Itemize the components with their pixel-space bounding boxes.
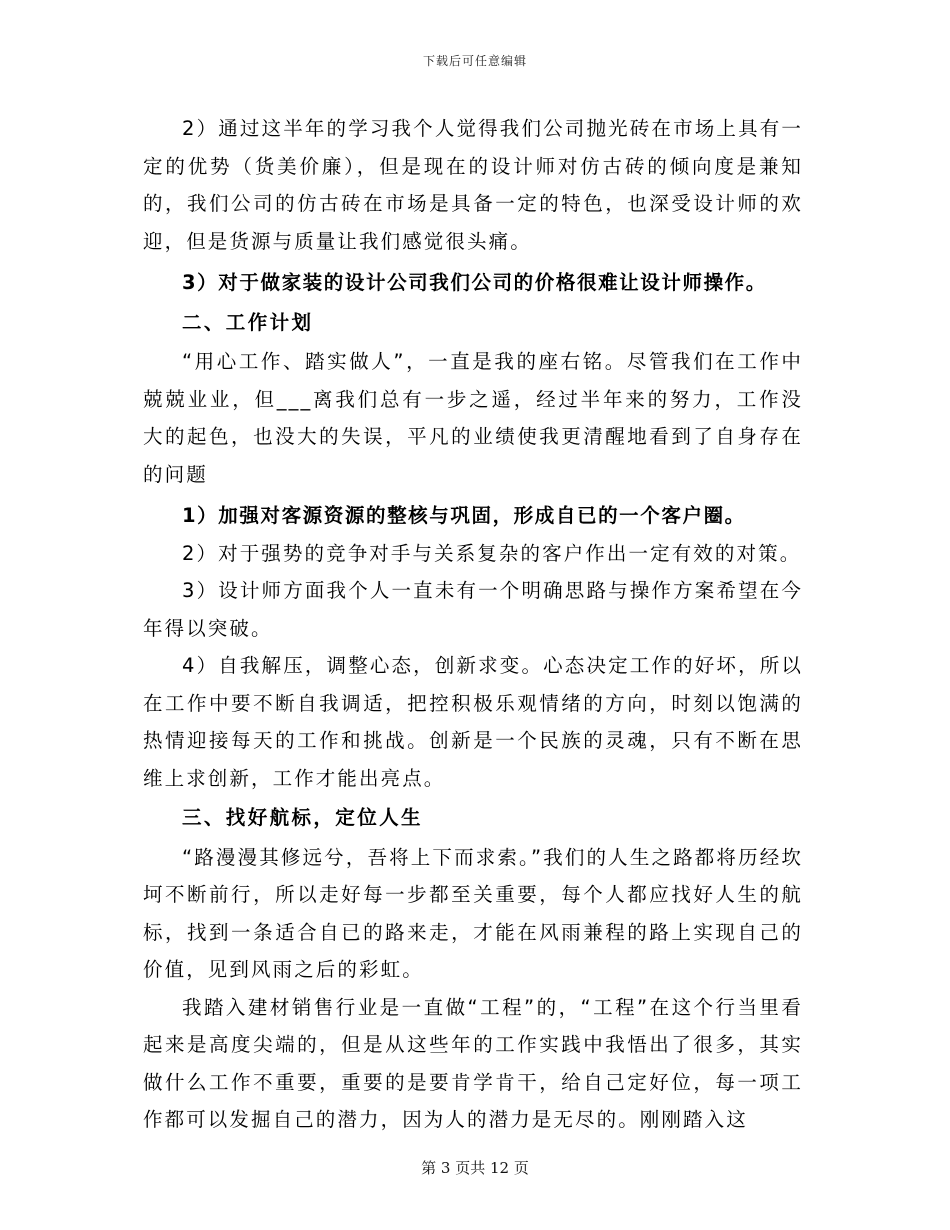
paragraph-building-materials: 我踏入建材销售行业是一直做“工程”的，“工程”在这个行当里看起来是高度尖端的，但是从这些年的工作实践中我悟出了很多，其实做什么工作不重要，重要的是要肯学肯干，给自己定好位，每一项工作都可以发掘自己的潜力，因为人的潜力是无尽的。刚刚踏入这 [143,995,803,1131]
paragraph-design-company-price: 3）对于做家装的设计公司我们公司的价格很难让设计师操作。 [182,271,767,294]
section-heading-life-positioning: 三、找好航标，定位人生 [182,806,423,829]
section-heading-work-plan: 二、工作计划 [182,310,314,334]
plan-item-1: 1）加强对客源资源的整核与巩固，形成自已的一个客户圈。 [182,504,746,527]
paragraph-motto: “用心工作、踏实做人”，一直是我的座右铭。尽管我们在工作中兢兢业业，但___离我们总有一步之遥，经过半年来的努力，工作没大的起色，也没大的失误，平凡的业绩使我更清醒地看到了自身存在的问题 [143,350,803,486]
paragraph-quote: “路漫漫其修远兮，吾将上下而求索。”我们的人生之路都将历经坎坷不断前行，所以走好每一步都至关重要，每个人都应找好人生的航标，找到一条适合自已的路来走，才能在风雨兼程的路上实现自己的价值，见到风雨之后的彩虹。 [143,845,803,981]
plan-item-3: 3）设计师方面我个人一直未有一个明确思路与操作方案希望在今年得以突破。 [143,579,803,640]
page-header: 下载后可任意编辑 [422,54,527,68]
page-number: 第 3 页共 12 页 [421,1159,529,1177]
paragraph-advantage: 2）通过这半年的学习我个人觉得我们公司抛光砖在市场上具有一定的优势（货美价廉），但是现在的设计师对仿古砖的倾向度是兼知的，我们公司的仿古砖在市场是具备一定的特色，也深受设计师的欢迎，但是货源与质量让我们感觉很头痛。 [143,117,803,253]
plan-item-2: 2）对于强势的竞争对手与关系复杂的客户作出一定有效的对策。 [182,541,802,565]
plan-item-4: 4）自我解压，调整心态，创新求变。心态决定工作的好坏，所以在工作中要不断自我调适，把控积极乐观情绪的方向，时刻以饱满的热情迎接每天的工作和挑战。创新是一个民族的灵魂，只有不断在思维上求创新，工作才能出亮点。 [143,654,803,790]
document-body [143,110,803,1139]
